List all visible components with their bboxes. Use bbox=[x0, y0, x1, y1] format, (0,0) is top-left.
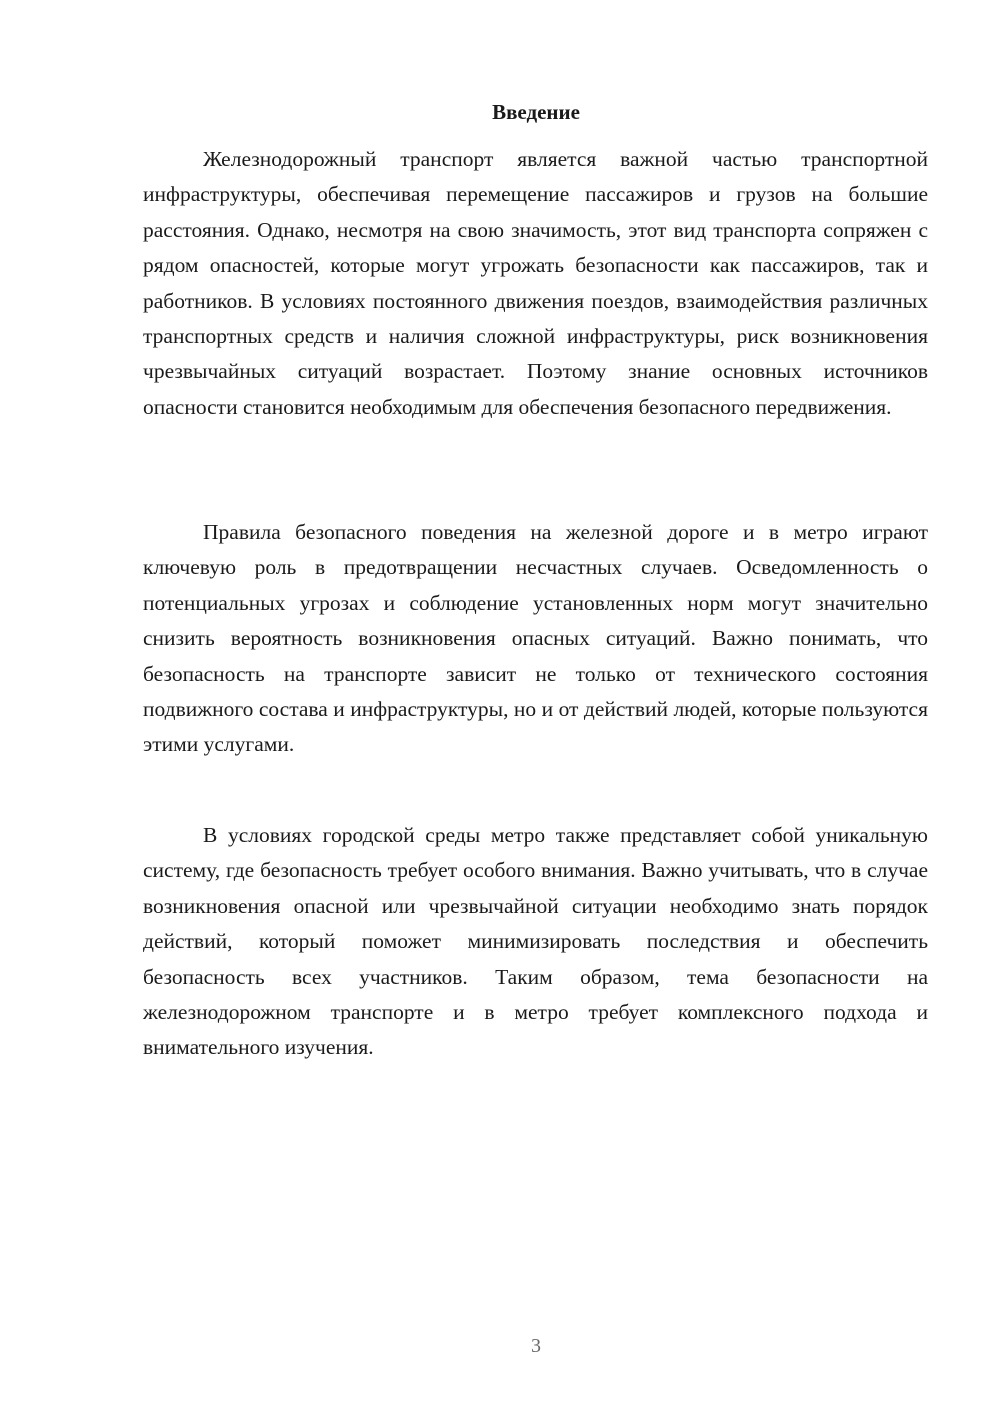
paragraph-introduction-2: Правила безопасного поведения на железной дороге и в метро играют ключевую роль в предотвращении несчастных случаев. Осведомленность о потенциальных угрозах и соблюдение установленных норм могут значительно снизить вероятность возникновения опасных ситуаций. Важно понимать, что безопасность на транспорте зависит не только от технического состояния подвижного состава и инфраструктуры, но и от действий людей, которые пользуются этими услугами. bbox=[143, 520, 928, 757]
page-number: 3 bbox=[531, 1335, 541, 1357]
section-title: Введение bbox=[492, 100, 580, 124]
paragraph-introduction-1: Железнодорожный транспорт является важной частью транспортной инфраструктуры, обеспечивая перемещение пассажиров и грузов на большие расстояния. Однако, несмотря на свою значимость, этот вид транспорта сопряжен с рядом опасностей, которые могут угрожать безопасности как пассажиров, так и работников. В условиях постоянного движения поездов, взаимодействия различных транспортных средств и наличия сложной инфраструктуры, риск возникновения чрезвычайных ситуаций возрастает. Поэтому знание основных источников опасности становится необходимым для обеспечения безопасного передвижения. bbox=[143, 147, 928, 419]
paragraph-introduction-3: В условиях городской среды метро также представляет собой уникальную систему, где безопасность требует особого внимания. Важно учитывать, что в случае возникновения опасной или чрезвычайной ситуации необходимо знать порядок действий, который поможет минимизировать последствия и обеспечить безопасность всех участников. Таким образом, тема безопасности на железнодорожном транспорте и в метро требует комплексного подхода и внимательного изучения. bbox=[143, 823, 928, 1060]
